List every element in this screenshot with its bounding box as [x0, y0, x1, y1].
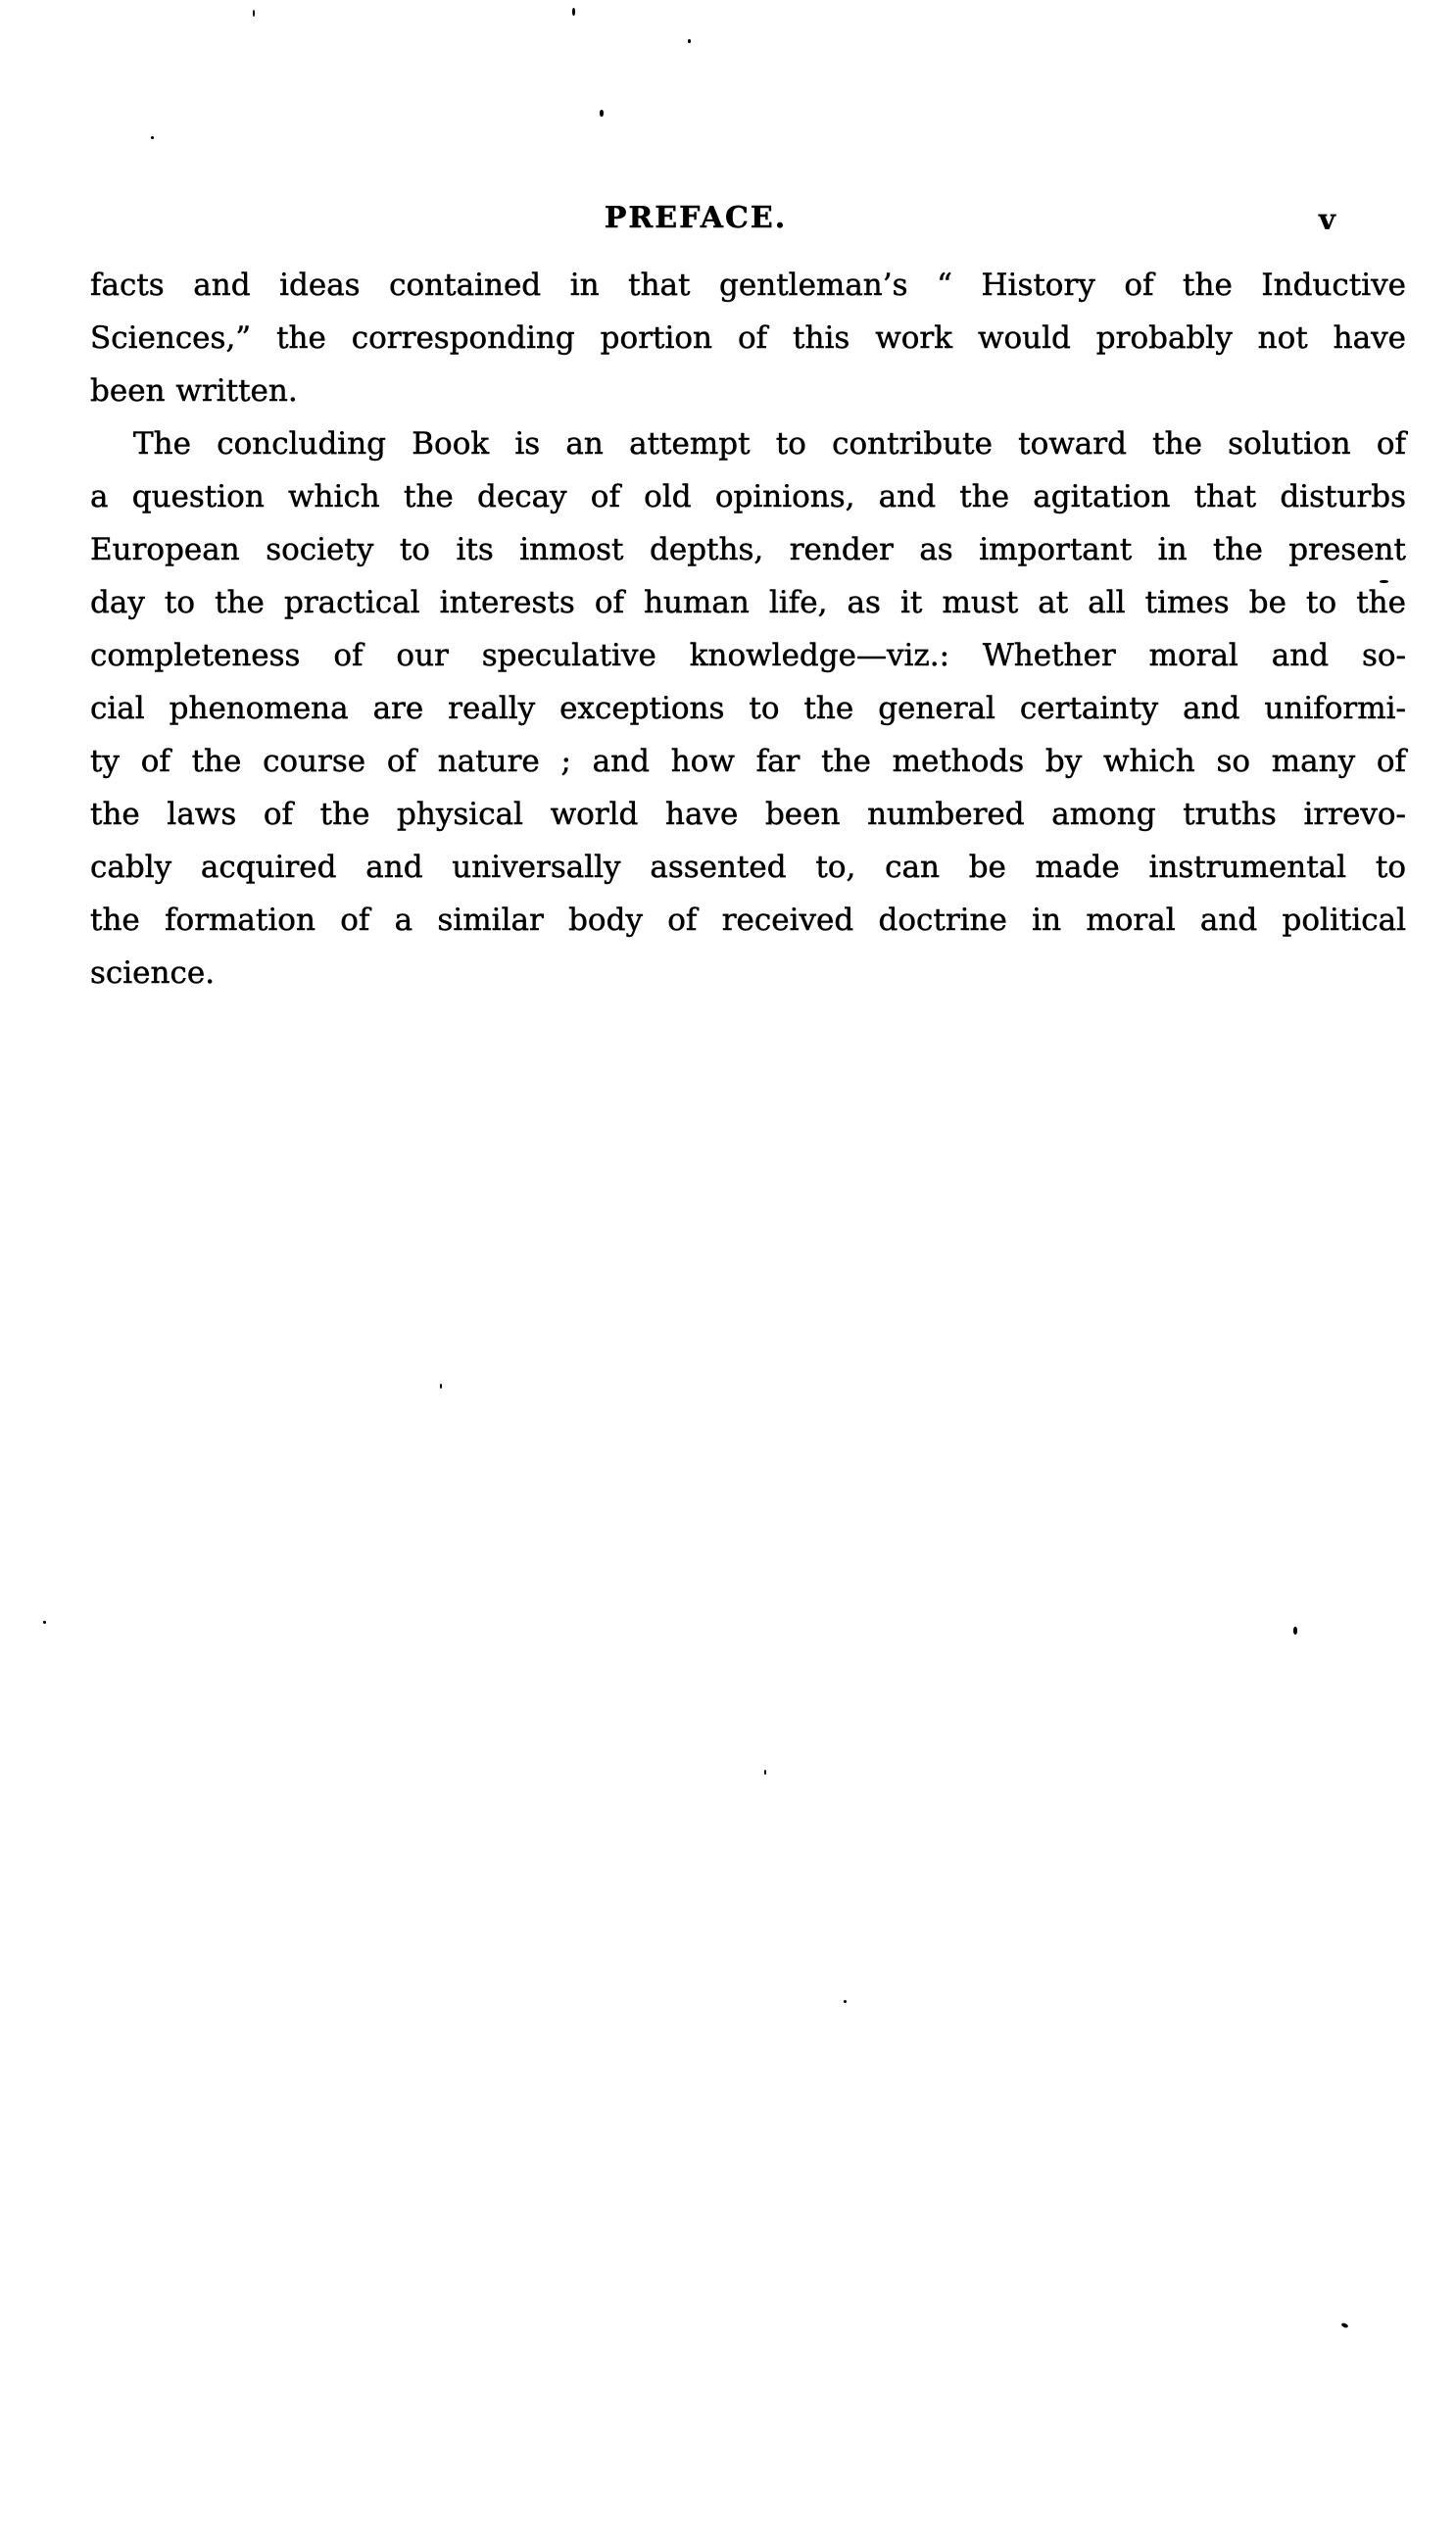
page-title: PREFACE.	[604, 201, 788, 235]
scan-speck	[253, 10, 255, 17]
scan-speck	[440, 1384, 442, 1389]
page-number: v	[1319, 203, 1335, 236]
text-line: cably acquired and universally assented to, can be made instrumental to	[90, 850, 1406, 885]
scan-speck	[1380, 580, 1388, 583]
text-line: the laws of the physical world have been numbered among truths irrevo-	[90, 797, 1406, 832]
preface-text	[90, 259, 1406, 1000]
scan-speck	[1293, 1627, 1297, 1635]
text-line: European society to its inmost depths, render as important in the present	[90, 532, 1406, 567]
scan-speck	[43, 1621, 46, 1624]
scan-speck	[844, 2000, 847, 2003]
running-head	[0, 201, 1456, 244]
text-line: completeness of our speculative knowledge—viz.: Whether moral and so-	[90, 638, 1406, 673]
text-line: a question which the decay of old opinions, and the agitation that disturbs	[90, 479, 1406, 514]
scan-speck	[572, 8, 575, 16]
scan-speck	[764, 1770, 766, 1775]
scan-speck	[1340, 2322, 1348, 2329]
scan-speck	[151, 136, 154, 139]
scan-speck	[688, 39, 691, 43]
text-line: science.	[90, 955, 216, 991]
text-line: facts and ideas contained in that gentleman’s “ History of the Inductive	[90, 268, 1406, 303]
text-line: the formation of a similar body of received doctrine in moral and political	[90, 903, 1406, 938]
text-line: been written.	[90, 373, 298, 409]
scan-speck	[600, 110, 604, 117]
text-line: The concluding Book is an attempt to contribute toward the solution of	[133, 426, 1406, 462]
text-line: cial phenomena are really exceptions to the general certainty and uniformi-	[90, 691, 1406, 726]
text-line: ty of the course of nature ; and how far the methods by which so many of	[90, 744, 1406, 779]
text-line: day to the practical interests of human life, as it must at all times be to the	[90, 585, 1406, 620]
text-line: Sciences,” the corresponding portion of this work would probably not have	[90, 320, 1406, 356]
